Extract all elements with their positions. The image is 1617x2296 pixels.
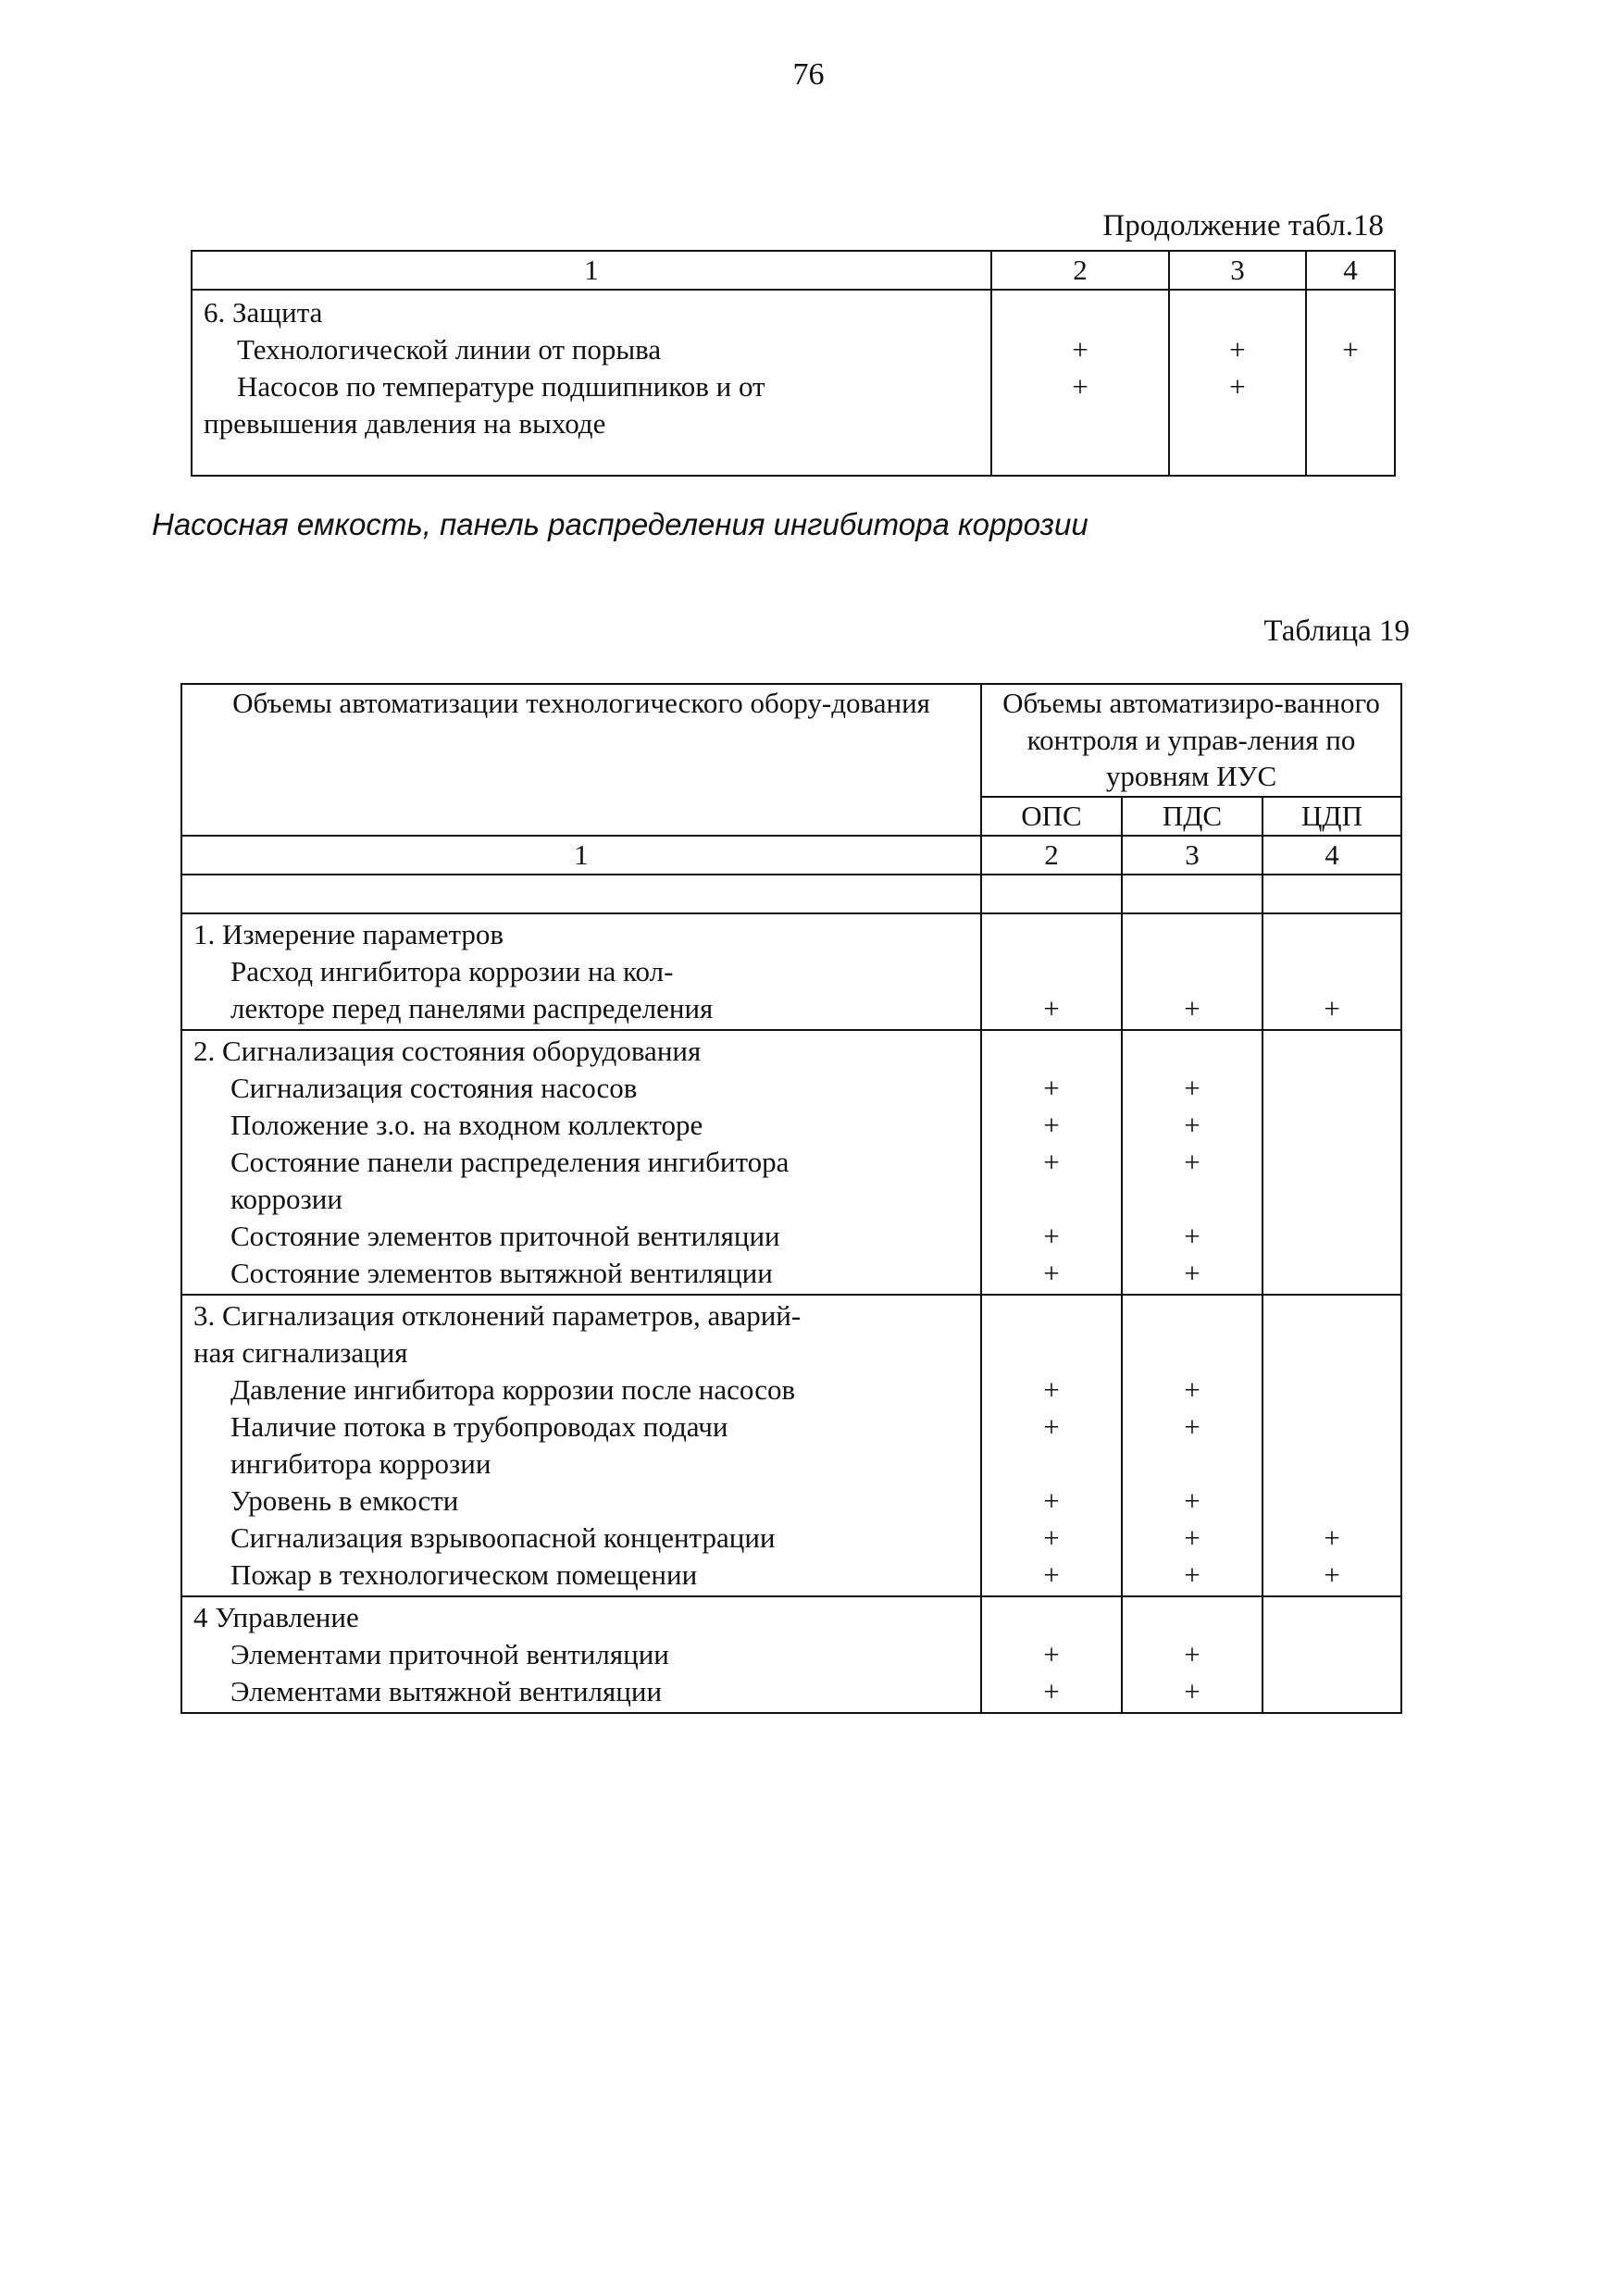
empty-cell (981, 875, 1122, 913)
mark: + (1043, 1373, 1060, 1406)
mark: + (1072, 333, 1088, 366)
mark (982, 1334, 1121, 1371)
mark: + (1184, 1146, 1200, 1178)
table18-header-2: 2 (991, 251, 1169, 290)
mark: + (1043, 1675, 1060, 1707)
table18-header-4: 4 (1306, 251, 1395, 290)
section-col4 (1263, 913, 1401, 1030)
mark: + (1043, 1484, 1060, 1517)
mark (982, 1033, 1121, 1070)
mark (1263, 1297, 1400, 1334)
table-line: 3. Сигнализация отклонений параметров, аварий- (193, 1299, 802, 1332)
table-line: Расход ингибитора коррозии на кол- (230, 955, 674, 987)
table-line: Состояние элементов приточной вентиляции (230, 1220, 780, 1252)
mark: + (1184, 1638, 1200, 1670)
table-line: Положение з.о. на входном коллекторе (230, 1109, 703, 1141)
mark (1263, 1483, 1400, 1520)
mark (1123, 1599, 1262, 1636)
section-col2 (981, 1596, 1122, 1713)
mark (982, 1297, 1121, 1334)
table19 (180, 683, 1402, 1714)
col-number: 2 (981, 836, 1122, 875)
level-cdp: ЦДП (1263, 797, 1401, 836)
section-col2 (981, 1295, 1122, 1596)
table19-section-3 (181, 1295, 1401, 1596)
mark (1170, 294, 1305, 331)
mark (982, 916, 1121, 953)
col-number: 3 (1122, 836, 1263, 875)
table-line: Наличие потока в трубопроводах подачи (230, 1410, 728, 1443)
mark (1123, 1181, 1262, 1218)
table-line: ингибитора коррозии (230, 1447, 491, 1480)
mark: + (1184, 1558, 1200, 1591)
mark (1123, 1297, 1262, 1334)
section-col3 (1122, 913, 1263, 1030)
section-col4 (1263, 1295, 1401, 1596)
mark: + (1184, 1410, 1200, 1443)
mark (982, 1181, 1121, 1218)
table18-header-3: 3 (1169, 251, 1306, 290)
mark: + (1043, 1521, 1060, 1554)
mark: + (1043, 1558, 1060, 1591)
mark: + (1072, 370, 1088, 403)
section-col2 (981, 1030, 1122, 1295)
table-line: Сигнализация состояния насосов (230, 1072, 638, 1104)
mark: + (1184, 1373, 1200, 1406)
mark: + (1043, 1410, 1060, 1443)
mark (1263, 1371, 1400, 1409)
empty-cell (1263, 875, 1401, 913)
mark (1263, 916, 1400, 953)
table19-empty-row (181, 875, 1401, 913)
table-line: Пожар в технологическом помещении (230, 1558, 698, 1591)
table-line: 6. Защита (204, 296, 323, 329)
section-text (181, 913, 981, 1030)
col-number: 4 (1263, 836, 1401, 875)
table-line: Сигнализация взрывоопасной концентрации (230, 1521, 776, 1554)
table-line: Технологической линии от порыва (237, 333, 662, 366)
mark (1263, 1409, 1400, 1446)
col-number: 1 (181, 836, 981, 875)
level-ops: ОПС (981, 797, 1122, 836)
table18-continuation-title: Продолжение табл.18 (1102, 209, 1384, 242)
table19-header-group: Объемы автоматизиро-ванного контроля и управ-ления по уровням ИУС (981, 684, 1401, 797)
mark: + (1043, 1072, 1060, 1104)
mark: + (1043, 1109, 1060, 1141)
section-title: Насосная емкость, панель распределения ингибитора коррозии (152, 507, 1088, 541)
table18-row-text (192, 290, 991, 476)
mark (982, 1446, 1121, 1483)
table19-section-2 (181, 1030, 1401, 1295)
mark: + (1184, 1109, 1200, 1141)
mark: + (1324, 1521, 1340, 1554)
section-col3 (1122, 1030, 1263, 1295)
mark: + (1229, 333, 1246, 366)
section-col4 (1263, 1596, 1401, 1713)
mark (1263, 1446, 1400, 1483)
mark: + (1184, 1521, 1200, 1554)
mark: + (1043, 1257, 1060, 1289)
table18-row (192, 290, 1395, 476)
mark: + (1184, 1675, 1200, 1707)
table19-section-4 (181, 1596, 1401, 1713)
table-line: ная сигнализация (193, 1336, 408, 1369)
table-line: лекторе перед панелями распределения (230, 992, 714, 1024)
table19-section-1 (181, 913, 1401, 1030)
mark (1170, 405, 1305, 442)
mark (1123, 953, 1262, 990)
mark (1263, 953, 1400, 990)
mark (1123, 1033, 1262, 1070)
section-col3 (1122, 1295, 1263, 1596)
table-line: коррозии (230, 1183, 342, 1215)
table18-header-row (192, 251, 1395, 290)
mark: + (1043, 1638, 1060, 1670)
mark (1123, 1334, 1262, 1371)
mark (1307, 294, 1394, 331)
mark (982, 953, 1121, 990)
table19-title: Таблица 19 (1263, 614, 1410, 648)
table-line: Насосов по температуре подшипников и от (237, 370, 765, 403)
mark (1123, 916, 1262, 953)
mark: + (1184, 1220, 1200, 1252)
table-line: превышения давления на выходе (204, 407, 606, 440)
mark (1263, 1334, 1400, 1371)
table19-header-row (181, 684, 1401, 797)
table-line: Состояние панели распределения ингибитора (230, 1146, 790, 1178)
mark (1307, 368, 1394, 405)
table18-header-1: 1 (192, 251, 991, 290)
section-text (181, 1295, 981, 1596)
empty-cell (181, 875, 981, 913)
empty-cell (1122, 875, 1263, 913)
table18-col3 (1169, 290, 1306, 476)
table19-number-row (181, 836, 1401, 875)
table18 (191, 250, 1396, 477)
table-line: 4 Управление (193, 1601, 359, 1633)
section-text (181, 1596, 981, 1713)
page-number: 76 (792, 57, 825, 92)
table-line: Элементами вытяжной вентиляции (230, 1675, 663, 1707)
mark: + (1043, 1146, 1060, 1178)
mark: + (1184, 992, 1200, 1024)
table18-col4 (1306, 290, 1395, 476)
mark (992, 294, 1168, 331)
table-line: 1. Измерение параметров (193, 918, 504, 950)
mark (982, 1599, 1121, 1636)
mark: + (1324, 1558, 1340, 1591)
mark: + (1043, 1220, 1060, 1252)
mark: + (1184, 1257, 1200, 1289)
mark: + (1184, 1484, 1200, 1517)
table-line: Давление ингибитора коррозии после насосов (230, 1373, 796, 1406)
table-line: Элементами приточной вентиляции (230, 1638, 669, 1670)
table-line: Состояние элементов вытяжной вентиляции (230, 1257, 773, 1289)
mark: + (1043, 992, 1060, 1024)
section-col3 (1122, 1596, 1263, 1713)
section-col4 (1263, 1030, 1401, 1295)
table-line: 2. Сигнализация состояния оборудования (193, 1035, 702, 1067)
level-pds: ПДС (1122, 797, 1263, 836)
table-line: Уровень в емкости (230, 1484, 459, 1517)
mark: + (1184, 1072, 1200, 1104)
mark (1307, 405, 1394, 442)
mark (1123, 1446, 1262, 1483)
mark: + (1324, 992, 1340, 1024)
table19-header-col1: Объемы автоматизации технологического обору-дования (181, 684, 981, 836)
section-col2 (981, 913, 1122, 1030)
mark: + (1342, 333, 1359, 366)
mark (992, 405, 1168, 442)
mark: + (1229, 370, 1246, 403)
section-text (181, 1030, 981, 1295)
table18-col2 (991, 290, 1169, 476)
